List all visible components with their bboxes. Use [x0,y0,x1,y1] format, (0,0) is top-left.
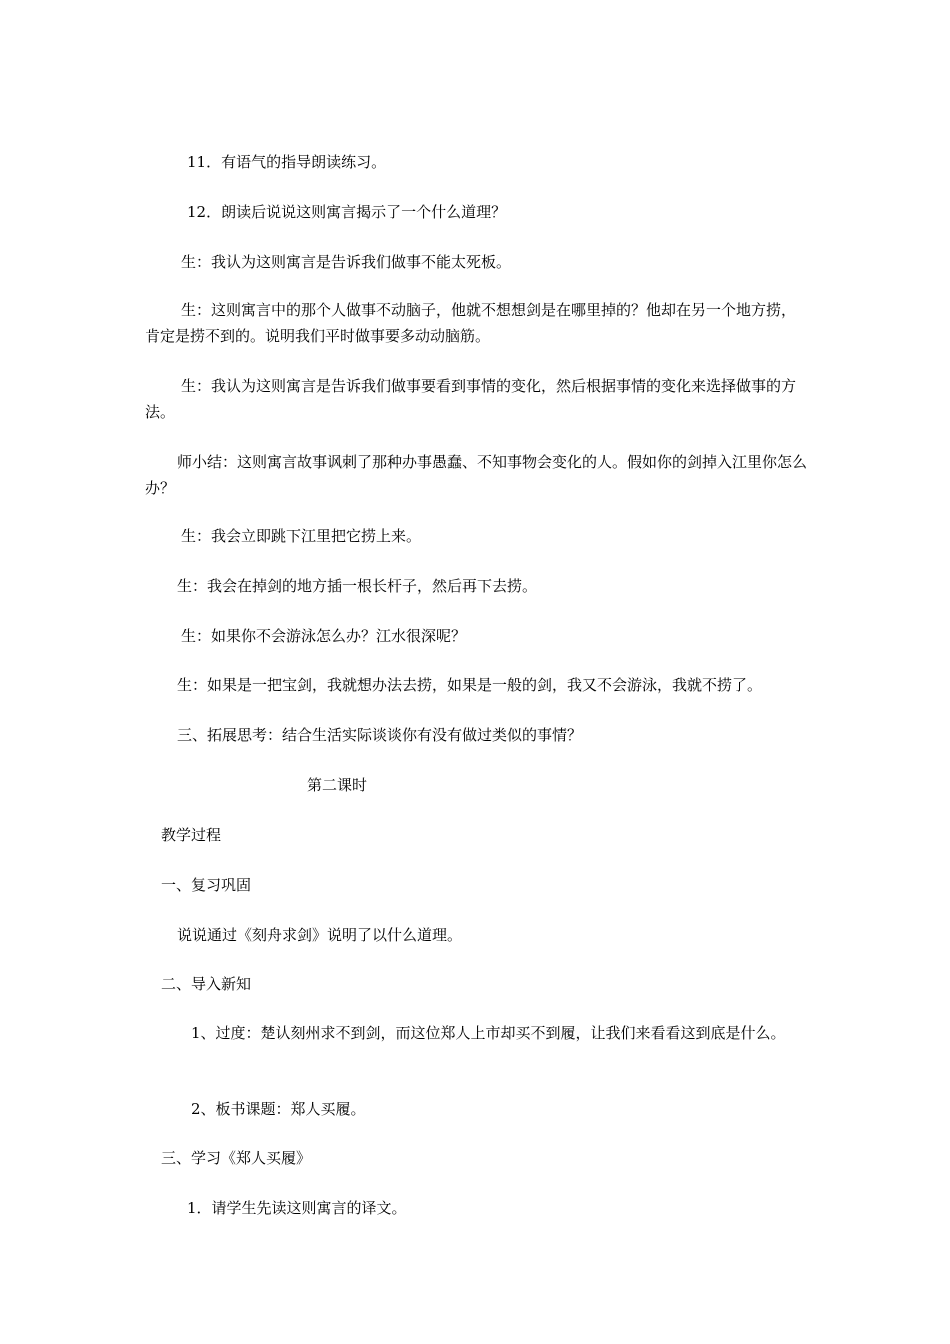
paragraph: 三、拓展思考：结合生活实际谈谈你有没有做过类似的事情？ [177,726,583,744]
paragraph: 说说通过《刻舟求剑》说明了以什么道理。 [177,926,463,944]
paragraph: 一、复习巩固 [161,876,252,894]
section-heading: 第二课时 [307,776,368,794]
paragraph: 二、导入新知 [161,975,252,993]
paragraph: 12．朗读后说说这则寓言揭示了一个什么道理？ [187,203,507,221]
paragraph: 生：我认为这则寓言是告诉我们做事不能太死板。 [181,253,512,271]
paragraph: 生：我会立即跳下江里把它捞上来。 [181,527,422,545]
paragraph: 生：如果是一把宝剑，我就想办法去捞，如果是一般的剑，我又不会游泳，我就不捞了。 [177,676,763,694]
paragraph: 1．请学生先读这则寓言的译文。 [187,1199,407,1217]
paragraph: 三、学习《郑人买履》 [161,1149,312,1167]
paragraph: 生：我会在掉剑的地方插一根长杆子，然后再下去捞。 [177,577,538,595]
paragraph: 11．有语气的指导朗读练习。 [187,153,387,171]
paragraph: 生：如果你不会游泳怎么办？江水很深呢？ [181,627,467,645]
paragraph: 1、过度：楚认刻州求不到剑，而这位郑人上市却买不到履，让我们来看看这到底是什么。 [191,1024,786,1042]
paragraph: 2、板书课题：郑人买履。 [191,1100,366,1118]
paragraph: 教学过程 [161,826,222,844]
paragraph: 生：这则寓言中的那个人做事不动脑子，他就不想想剑是在哪里掉的？他却在另一个地方捞，肯定是捞不到的。说明我们平时做事要多动动脑筋。 [145,301,797,345]
paragraph: 生：我认为这则寓言是告诉我们做事要看到事情的变化，然后根据事情的变化来选择做事的方法。 [145,377,797,421]
paragraph: 师小结：这则寓言故事讽刺了那种办事愚蠢、不知事物会变化的人。假如你的剑掉入江里你怎么办？ [145,453,808,497]
